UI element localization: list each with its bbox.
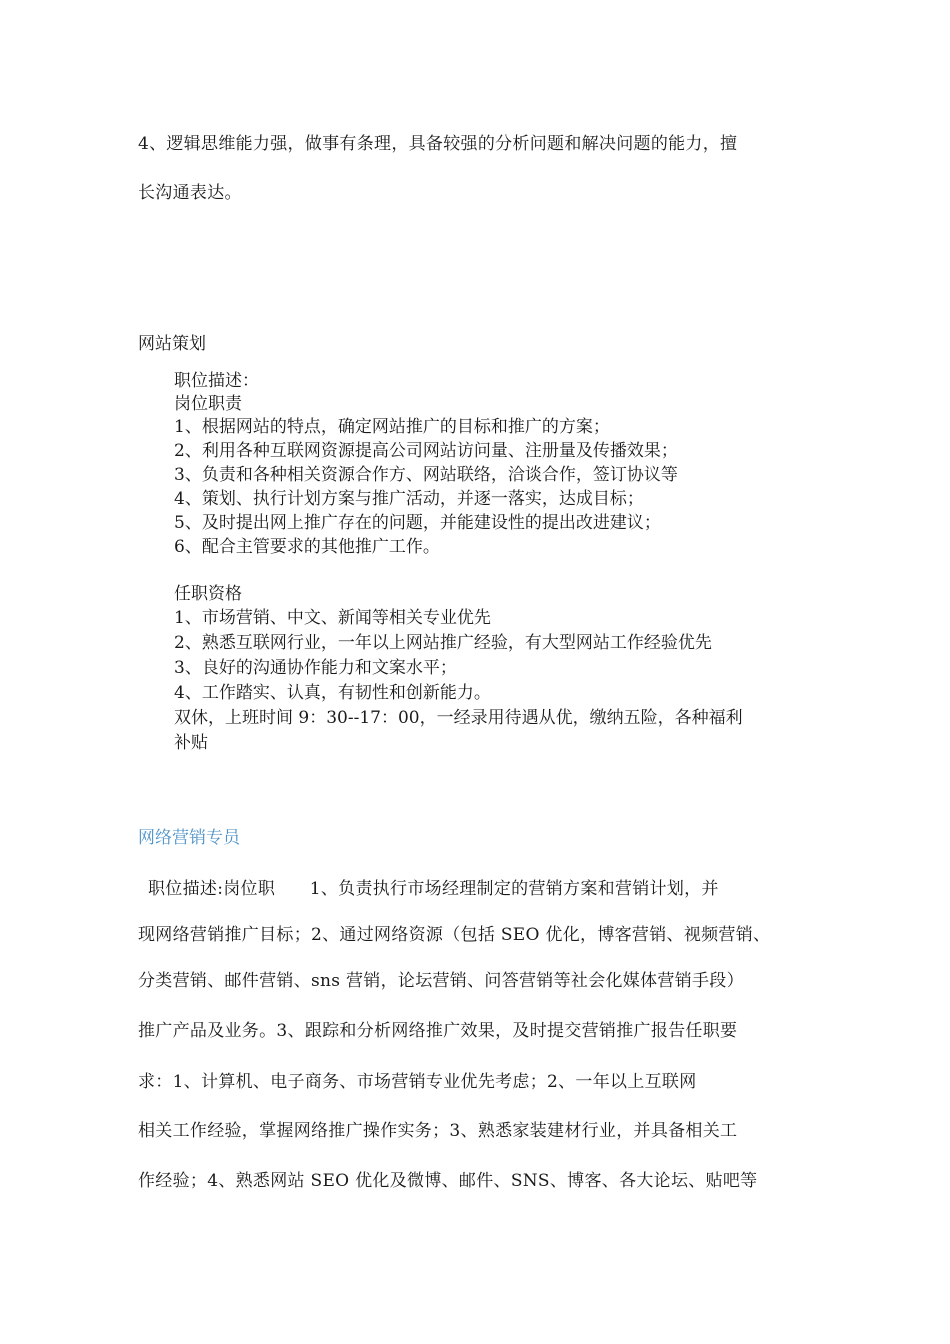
marketing-paragraph-line: 作经验；4、熟悉网站 SEO 优化及微博、邮件、SNS、博客、各大论坛、贴吧等 xyxy=(138,1171,758,1191)
marketing-paragraph-line: 推广产品及业务。3、跟踪和分析网络推广效果，及时提交营销推广报告任职要 xyxy=(138,1021,738,1041)
duties-label: 岗位职责 xyxy=(174,394,242,414)
benefits-line: 补贴 xyxy=(174,733,208,753)
qualification-item: 3、良好的沟通协作能力和文案水平； xyxy=(174,658,457,678)
qualification-item: 2、熟悉互联网行业，一年以上网站推广经验，有大型网站工作经验优先 xyxy=(174,633,712,653)
intro-line-1: 4、逻辑思维能力强，做事有条理，具备较强的分析问题和解决问题的能力，擅 xyxy=(138,134,738,154)
duty-item: 6、配合主管要求的其他推广工作。 xyxy=(174,537,440,557)
duty-item: 4、策划、执行计划方案与推广活动，并逐一落实，达成目标； xyxy=(174,489,644,509)
qualification-item: 1、市场营销、中文、新闻等相关专业优先 xyxy=(174,608,491,628)
qualification-item: 4、工作踏实、认真，有韧性和创新能力。 xyxy=(174,683,491,703)
duty-item: 1、根据网站的特点，确定网站推广的目标和推广的方案； xyxy=(174,417,610,437)
benefits-line: 双休，上班时间 9：30--17：00，一经录用待遇从优，缴纳五险，各种福利 xyxy=(174,708,743,728)
marketing-paragraph-line: 现网络营销推广目标；2、通过网络资源（包括 SEO 优化，博客营销、视频营销、 xyxy=(138,925,771,945)
qualifications-label: 任职资格 xyxy=(174,584,242,604)
intro-line-2: 长沟通表达。 xyxy=(138,183,242,203)
duty-item: 2、利用各种互联网资源提高公司网站访问量、注册量及传播效果； xyxy=(174,441,678,461)
section-title-network-marketing: 网络营销专员 xyxy=(138,828,240,848)
job-description-label: 职位描述： xyxy=(174,371,259,391)
section-title-website-planning: 网站策划 xyxy=(138,334,206,354)
marketing-paragraph-line: 分类营销、邮件营销、sns 营销，论坛营销、问答营销等社会化媒体营销手段） xyxy=(138,971,744,991)
duty-item: 5、及时提出网上推广存在的问题，并能建设性的提出改进建议； xyxy=(174,513,661,533)
marketing-paragraph-line: 职位描述:岗位职 1、负责执行市场经理制定的营销方案和营销计划，并 xyxy=(148,879,719,899)
marketing-paragraph-line: 相关工作经验，掌握网络推广操作实务；3、熟悉家装建材行业，并具备相关工 xyxy=(138,1121,738,1141)
duty-item: 3、负责和各种相关资源合作方、网站联络，洽谈合作，签订协议等 xyxy=(174,465,678,485)
marketing-paragraph-line: 求：1、计算机、电子商务、市场营销专业优先考虑；2、一年以上互联网 xyxy=(138,1072,697,1092)
